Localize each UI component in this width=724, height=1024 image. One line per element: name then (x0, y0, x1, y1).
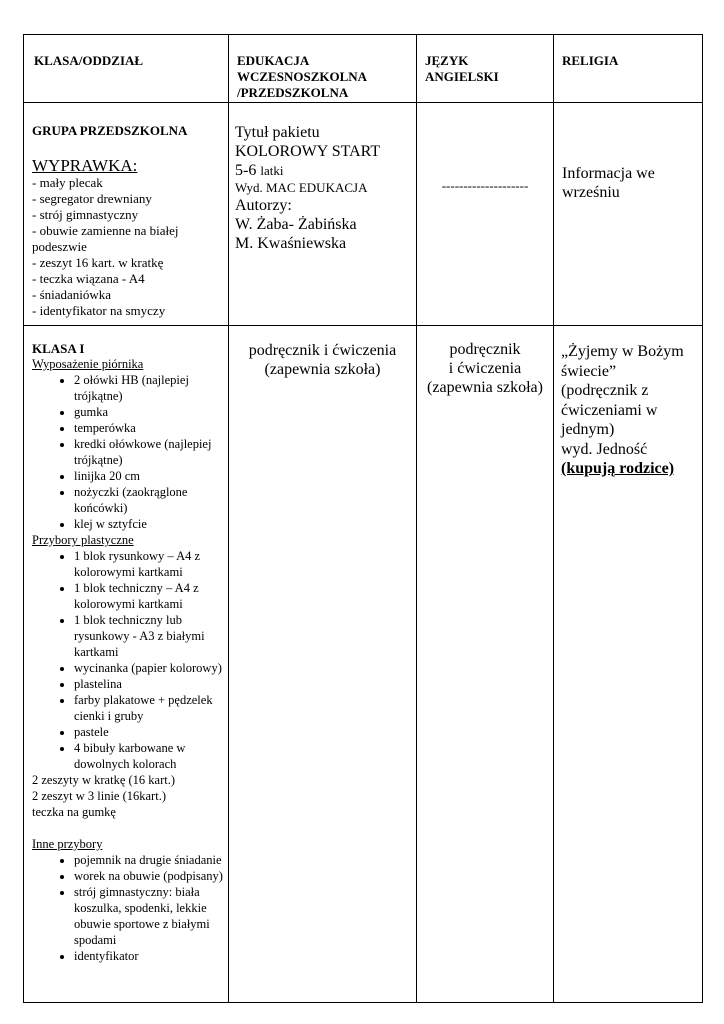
class1-religion-line4: ćwiczeniami w (561, 401, 658, 419)
preschool-english-dashes: -------------------- (441, 178, 529, 193)
wyprawka-item: - obuwie zamienne na białej podeszwie (32, 223, 179, 254)
wyprawka-item: - strój gimnastyczny (32, 207, 139, 222)
pencil-case-item: • gumka (74, 404, 228, 420)
supplies-table (23, 34, 703, 1003)
art-supply-item: • 1 blok techniczny – A4 z kolorowymi kartkami (74, 580, 228, 612)
header-edu-cell (229, 35, 417, 103)
pencil-case-item: • nożyczki (zaokrąglone końcówki) (74, 484, 228, 516)
preschool-religion-line1: Informacja we (562, 165, 655, 182)
class1-religion-line5: jednym) (561, 421, 615, 438)
pencil-case-title: Wyposażenie piórnika (32, 357, 144, 371)
art-supply-item: • 4 bibuły karbowane w dowolnych kolorach (74, 740, 228, 772)
other-supplies-list (32, 852, 228, 964)
header-edu-line2: WCZESNOSZKOLNA (237, 69, 368, 84)
art-supply-item: • farby plakatowe + pędzelek cienki i gruby (74, 692, 228, 724)
package-title-label: Tytuł pakietu (235, 124, 320, 141)
other-supply-item: • pojemnik na drugie śniadanie (74, 852, 228, 868)
preschool-religion-cell (554, 103, 703, 326)
elastic-folder: teczka na gumkę (32, 805, 116, 819)
pencil-case-item: • temperówka (74, 420, 228, 436)
header-religion-cell (554, 35, 703, 103)
preschool-english-cell (417, 103, 554, 326)
wyprawka-item: - teczka wiązana - A4 (32, 271, 145, 286)
art-supply-item: • 1 blok rysunkowy – A4 z kolorowymi kartkami (74, 548, 228, 580)
art-supply-item: • pastele (74, 724, 228, 740)
pencil-case-list (32, 372, 228, 532)
class1-title: KLASA I (32, 341, 85, 356)
preschool-group-title: GRUPA PRZEDSZKOLNA (32, 123, 188, 138)
art-supplies-title: Przybory plastyczne (32, 533, 134, 547)
class1-edu-cell (229, 326, 417, 1003)
wyprawka-item: - identyfikator na smyczy (32, 303, 166, 318)
preschool-edu-cell (229, 103, 417, 326)
class1-religion-cell (554, 326, 703, 1003)
wyprawka-item: - zeszyt 16 kart. w kratkę (32, 255, 164, 270)
art-supply-item: • wycinanka (papier kolorowy) (74, 660, 228, 676)
other-supply-item: • identyfikator (74, 948, 228, 964)
header-religion: RELIGIA (562, 53, 619, 68)
package-title: KOLOROWY START (235, 143, 381, 160)
author-1: W. Żaba- Żabińska (235, 216, 357, 233)
pencil-case-item: • klej w sztyfcie (74, 516, 228, 532)
pencil-case-item: • linijka 20 cm (74, 468, 228, 484)
class1-edu-line2: (zapewnia szkoła) (264, 361, 381, 378)
class1-religion-line7: (kupują rodzice) (561, 460, 675, 477)
wyprawka-item: - śniadaniówka (32, 287, 112, 302)
pencil-case-item: • 2 ołówki HB (najlepiej trójkątne) (74, 372, 228, 404)
header-english-line1: JĘZYK (425, 53, 469, 68)
class1-religion-line2: świecie” (561, 362, 617, 380)
other-supply-item: • strój gimnastyczny: biała koszulka, spodenki, lekkie obuwie sportowe z białymi spodami (74, 884, 228, 948)
other-supplies-title: Inne przybory (32, 837, 103, 851)
art-supplies-list (32, 548, 228, 772)
class1-row (24, 326, 703, 1003)
package-publisher: Wyd. MAC EDUKACJA (235, 180, 368, 195)
class1-edu-line1: podręcznik i ćwiczenia (248, 342, 397, 359)
art-supply-item: • 1 blok techniczny lub rysunkowy - A3 z białymi kartkami (74, 612, 228, 660)
wyprawka-list (32, 175, 228, 319)
age-word: latki (260, 163, 284, 178)
class1-english-line2: i ćwiczenia (448, 360, 522, 377)
class1-religion-line3: (podręcznik z (561, 382, 649, 399)
header-class-cell (24, 35, 229, 103)
package-age (235, 161, 410, 180)
preschool-class-cell (24, 103, 229, 326)
wyprawka-title: WYPRAWKA: (32, 156, 138, 175)
header-class: KLASA/ODDZIAŁ (34, 53, 144, 68)
preschool-row (24, 103, 703, 326)
header-edu-line3: /PRZEDSZKOLNA (237, 85, 349, 100)
header-english-line2: ANGIELSKI (425, 69, 499, 84)
notebook-lined: 2 zeszyt w 3 linie (16kart.) (32, 789, 166, 803)
art-supply-item: • plastelina (74, 676, 228, 692)
class1-english-line1: podręcznik (449, 341, 521, 358)
header-row (24, 35, 703, 103)
preschool-religion-line2: wrześniu (562, 184, 620, 201)
pencil-case-item: • kredki ołówkowe (najlepiej trójkątne) (74, 436, 228, 468)
class1-class-cell (24, 326, 229, 1003)
class1-religion-line6: wyd. Jedność (561, 440, 648, 458)
wyprawka-item: - segregator drewniany (32, 191, 152, 206)
other-supply-item: • worek na obuwie (podpisany) (74, 868, 228, 884)
wyprawka-item: - mały plecak (32, 175, 103, 190)
author-2: M. Kwaśniewska (235, 235, 347, 252)
age-number: 5-6 (235, 162, 257, 179)
class1-english-line3: (zapewnia szkoła) (427, 379, 543, 396)
authors-label: Autorzy: (235, 197, 292, 214)
class1-english-cell (417, 326, 554, 1003)
class1-religion-line1: „Żyjemy w Bożym (561, 343, 684, 360)
header-edu-line1: EDUKACJA (237, 53, 310, 68)
notebook-squared: 2 zeszyty w kratkę (16 kart.) (32, 773, 175, 787)
header-english-cell (417, 35, 554, 103)
